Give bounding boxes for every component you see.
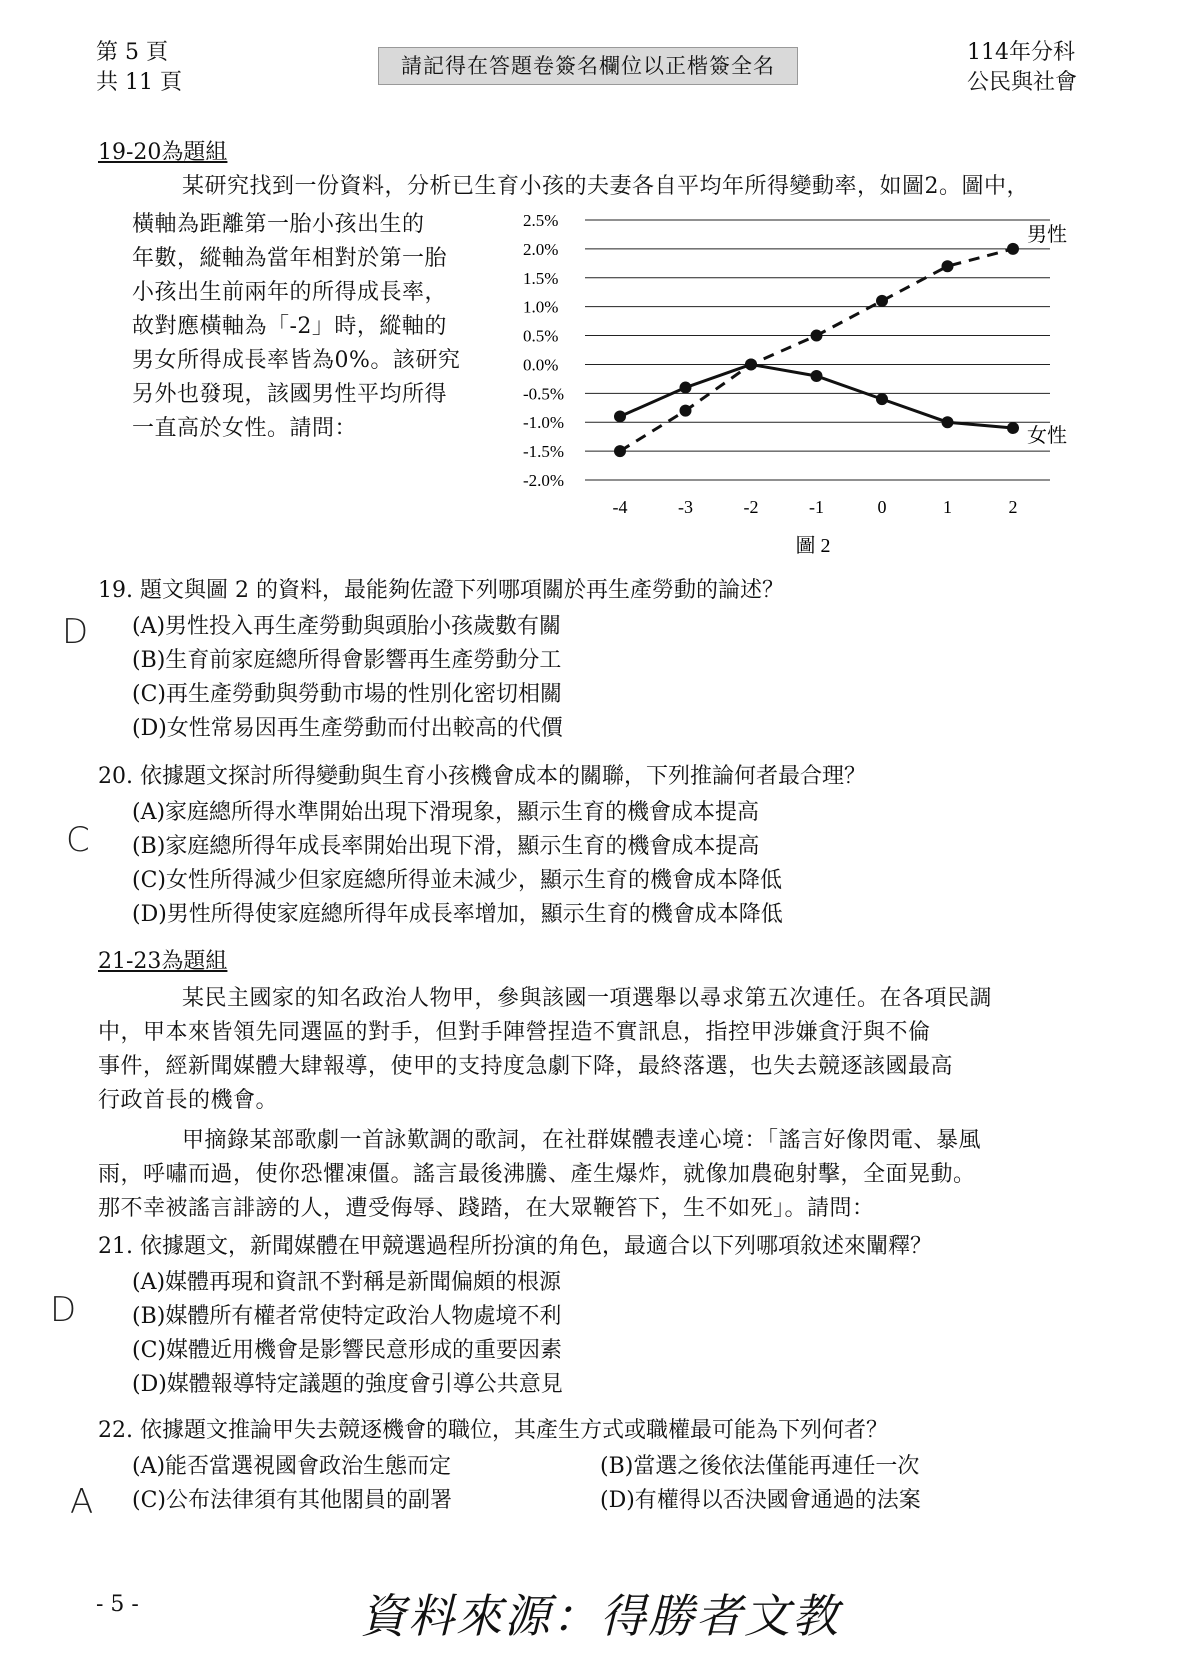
para-line: 中，甲本來皆領先同選區的對手，但對手陣營捏造不實訊息，指控甲涉嫌貪汙與不倫: [98, 1020, 931, 1045]
question-20-stem: 20. 依據題文探討所得變動與生育小孩機會成本的關聯，下列推論何者最合理？: [98, 764, 866, 789]
para-line: 某民主國家的知名政治人物甲，參與該國一項選舉以尋求第五次連任。在各項民調: [182, 986, 993, 1011]
data-point: [680, 405, 692, 417]
option: (C)女性所得減少但家庭總所得並未減少，顯示生育的機會成本降低: [132, 868, 783, 893]
data-point: [745, 358, 757, 370]
group-intro: 某研究找到一份資料，分析已生育小孩的夫妻各自平均年所得變動率，如圖2。圖中，: [182, 174, 1029, 199]
page-number-label: 第 5 頁: [96, 40, 168, 65]
option: (A)家庭總所得水準開始出現下滑現象，顯示生育的機會成本提高: [132, 800, 760, 825]
group-title-21-23: 21-23為題組: [98, 949, 228, 974]
question-22-option-d: (D)有權得以否決國會通過的法案: [600, 1488, 921, 1513]
data-point: [876, 393, 888, 405]
data-point: [614, 410, 626, 422]
answer-mark-22: A: [70, 1482, 94, 1522]
question-22-option-a: (A)能否當選視國會政治生態而定: [132, 1454, 452, 1479]
data-point: [942, 260, 954, 272]
x-tick-label: 2: [1008, 497, 1018, 517]
x-tick-label: 0: [877, 497, 887, 517]
question-22-option-c: (C)公布法律須有其他閣員的副署: [132, 1488, 452, 1513]
answer-mark-19: D: [62, 612, 89, 652]
total-pages-label: 共 11 頁: [96, 70, 182, 95]
question-21-options: [132, 1266, 563, 1402]
option: (D)女性常易因再生產勞動而付出較高的代價: [132, 716, 563, 741]
subject-name: 公民與社會: [967, 70, 1078, 95]
x-tick-label: -2: [743, 497, 759, 517]
option: (A)男性投入再生產勞動與頭胎小孩歲數有關: [132, 614, 562, 639]
data-point: [614, 445, 626, 457]
y-tick-label: 1.0%: [523, 297, 559, 317]
y-tick-label: 0.0%: [523, 355, 559, 375]
option: (B)媒體所有權者常使特定政治人物處境不利: [132, 1304, 562, 1329]
data-point: [811, 330, 823, 342]
y-tick-label: 2.0%: [523, 239, 559, 259]
x-tick-label: -1: [809, 497, 824, 517]
para-line: 行政首長的機會。: [98, 1088, 279, 1113]
side-line: 故對應橫軸為「-2」時，縱軸的: [132, 314, 447, 339]
series-label: 女性: [1027, 425, 1067, 447]
income-change-chart: [505, 205, 1095, 565]
footer-page-number: - 5 -: [96, 1592, 139, 1617]
y-tick-label: 0.5%: [523, 326, 559, 346]
question-22-stem: 22. 依據題文推論甲失去競逐機會的職位，其產生方式或職權最可能為下列何者？: [98, 1418, 888, 1443]
y-tick-label: -1.0%: [523, 413, 565, 433]
series-points: [614, 243, 1019, 457]
data-point: [680, 382, 692, 394]
y-axis-ticks: [523, 211, 564, 490]
para-line: 雨，呼嘯而過，使你恐懼凍僵。謠言最後沸騰、產生爆炸，就像加農砲射擊，全面晃動。: [98, 1162, 976, 1187]
group2-paragraph-1: [98, 982, 1098, 1118]
exam-name: 114年分科: [967, 40, 1075, 65]
para-line: 事件，經新聞媒體大肆報導，使甲的支持度急劇下降，最終落選，也失去競逐該國最高: [98, 1054, 954, 1079]
side-line: 橫軸為距離第一胎小孩出生的: [132, 212, 425, 237]
group-side-text: [132, 208, 502, 446]
x-tick-label: 1: [943, 497, 952, 517]
option: (C)再生產勞動與勞動市場的性別化密切相關: [132, 682, 563, 707]
option: (D)媒體報導特定議題的強度會引導公共意見: [132, 1372, 563, 1397]
y-tick-label: 2.5%: [523, 211, 559, 230]
side-line: 另外也發現，該國男性平均所得: [132, 382, 448, 407]
x-tick-label: -3: [678, 497, 693, 517]
para-line: 那不幸被謠言誹謗的人，遭受侮辱、踐踏，在大眾鞭笞下，生不如死」。請問：: [98, 1196, 875, 1221]
group2-paragraph-2: [98, 1124, 1098, 1226]
option: (B)家庭總所得年成長率開始出現下滑，顯示生育的機會成本提高: [132, 834, 760, 859]
question-22-option-b: (B)當選之後依法僅能再連任一次: [600, 1454, 920, 1479]
side-line: 小孩出生前兩年的所得成長率，: [132, 280, 448, 305]
series-line-male: [620, 249, 1013, 451]
y-tick-label: -1.5%: [523, 442, 565, 462]
answer-mark-20: C: [66, 820, 90, 860]
group-title-19-20: 19-20為題組: [98, 140, 228, 165]
chart-title: 圖 2: [795, 535, 831, 557]
data-point: [942, 416, 954, 428]
option: (D)男性所得使家庭總所得年成長率增加，顯示生育的機會成本降低: [132, 902, 783, 927]
question-21-stem: 21. 依據題文，新聞媒體在甲競選過程所扮演的角色，最適合以下列哪項敘述來闡釋？: [98, 1234, 932, 1259]
data-point: [1007, 243, 1019, 255]
y-tick-label: -0.5%: [523, 384, 565, 404]
series-lines: [620, 249, 1013, 451]
question-19-options: [132, 610, 563, 746]
side-line: 男女所得成長率皆為0%。該研究: [132, 348, 461, 373]
para-line: 甲摘錄某部歌劇一首詠歎調的歌詞，在社群媒體表達心境：「謠言好像閃電、暴風: [182, 1128, 982, 1153]
y-tick-label: -2.0%: [523, 471, 565, 490]
side-line: 一直高於女性。請問：: [132, 416, 358, 441]
y-tick-label: 1.5%: [523, 268, 559, 288]
x-tick-label: -4: [612, 497, 628, 517]
data-point: [876, 295, 888, 307]
handwritten-source-note: 資料來源：得勝者文教: [360, 1589, 840, 1643]
signature-reminder-banner: 請記得在答題卷簽名欄位以正楷簽全名: [378, 47, 798, 85]
side-line: 年數，縱軸為當年相對於第一胎: [132, 246, 448, 271]
option: (B)生育前家庭總所得會影響再生產勞動分工: [132, 648, 562, 673]
answer-mark-21: D: [50, 1290, 77, 1330]
x-axis-ticks: [613, 497, 1018, 517]
series-label: 男性: [1027, 223, 1067, 246]
data-point: [1007, 422, 1019, 434]
question-19-stem: 19. 題文與圖 2 的資料，最能夠佐證下列哪項關於再生產勞動的論述？: [98, 578, 784, 603]
option: (A)媒體再現和資訊不對稱是新聞偏頗的根源: [132, 1270, 562, 1295]
question-20-options: [132, 796, 783, 932]
series-labels: [1027, 223, 1067, 447]
data-point: [811, 370, 823, 382]
option: (C)媒體近用機會是影響民意形成的重要因素: [132, 1338, 563, 1363]
grid-lines: [585, 220, 1050, 480]
